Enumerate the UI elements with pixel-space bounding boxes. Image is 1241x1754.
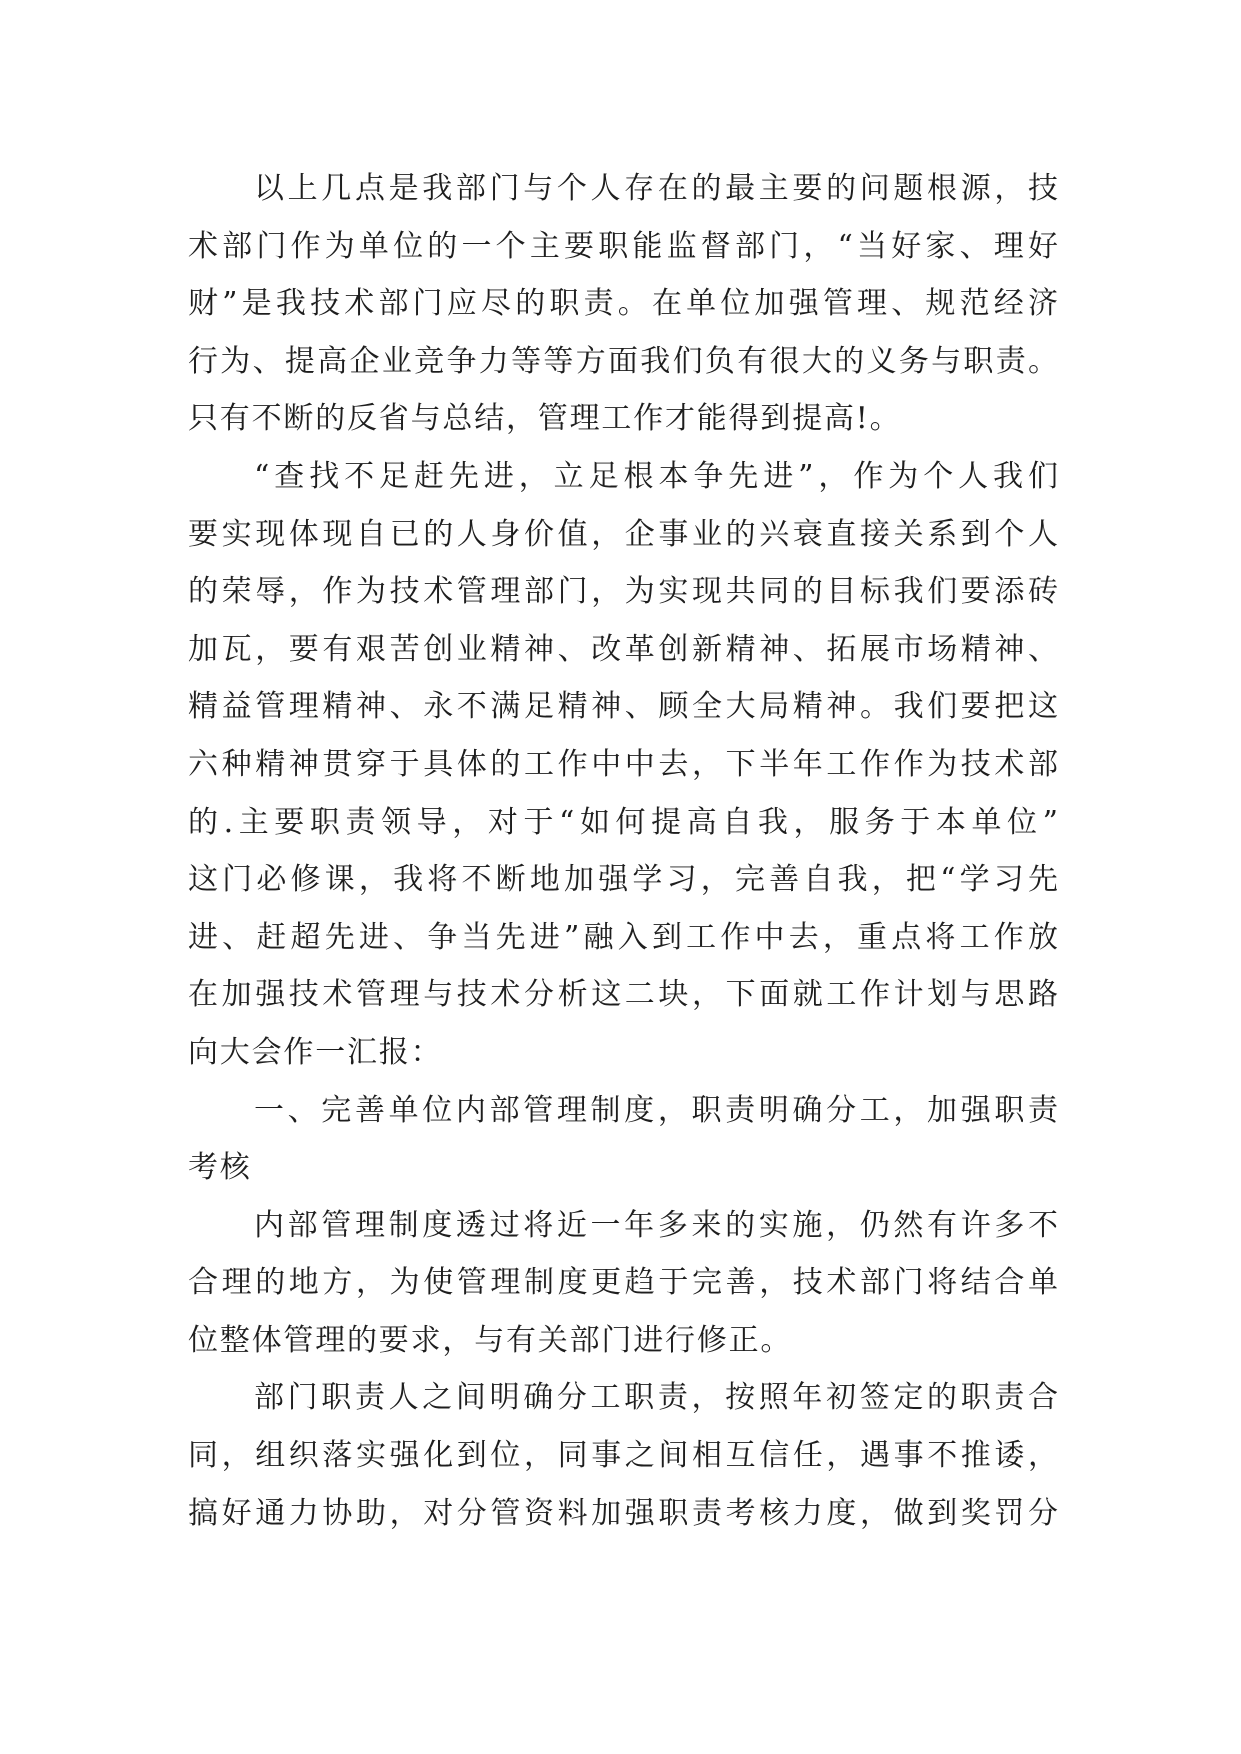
- text-line: 的荣辱，作为技术管理部门，为实现共同的目标我们要添砖: [188, 574, 1058, 610]
- text-line: 精益管理精神、永不满足精神、顾全大局精神。我们要把这: [188, 689, 1058, 725]
- text-line: 同，组织落实强化到位，同事之间相互信任，遇事不推诿，: [188, 1438, 1058, 1474]
- text-line: 进、赶超先进、争当先进”融入到工作中去，重点将工作放: [188, 919, 1058, 955]
- text-line: 加瓦，要有艰苦创业精神、改革创新精神、拓展市场精神、: [188, 631, 1058, 667]
- text-line: 向大会作一汇报：: [188, 1034, 443, 1070]
- text-line: 术部门作为单位的一个主要职能监督部门，“当好家、理好: [188, 228, 1058, 264]
- text-line: 只有不断的反省与总结，管理工作才能得到提高!。: [188, 401, 902, 437]
- text-line: 内部管理制度透过将近一年多来的实施，仍然有许多不: [254, 1207, 1058, 1243]
- text-line: 以上几点是我部门与个人存在的最主要的问题根源，技: [254, 171, 1058, 206]
- section-heading-line: 考核: [188, 1150, 252, 1186]
- text-line: 部门职责人之间明确分工职责，按照年初签定的职责合: [254, 1380, 1058, 1416]
- text-line: 合理的地方，为使管理制度更趋于完善，技术部门将结合单: [188, 1265, 1058, 1301]
- text-line: “查找不足赶先进，立足根本争先进”，作为个人我们: [254, 458, 1058, 494]
- text-line: 这门必修课，我将不断地加强学习，完善自我，把“学习先: [188, 862, 1058, 898]
- text-line: 财”是我技术部门应尽的职责。在单位加强管理、规范经济: [188, 286, 1058, 322]
- section-heading-line: 一、完善单位内部管理制度，职责明确分工，加强职责: [254, 1092, 1058, 1128]
- text-line: 在加强技术管理与技术分析这二块，下面就工作计划与思路: [188, 977, 1058, 1013]
- text-line: 行为、提高企业竞争力等等方面我们负有很大的义务与职责。: [188, 343, 1058, 379]
- text-line: 要实现体现自已的人身价值，企事业的兴衰直接关系到个人: [188, 516, 1058, 552]
- text-line: 六种精神贯穿于具体的工作中中去，下半年工作作为技术部: [188, 746, 1058, 782]
- text-line: 的.主要职责领导，对于“如何提高自我，服务于本单位”: [188, 804, 1058, 840]
- text-line: 搞好通力协助，对分管资料加强职责考核力度，做到奖罚分: [188, 1495, 1058, 1531]
- text-line: 位整体管理的要求，与有关部门进行修正。: [188, 1322, 793, 1358]
- document-body: [188, 160, 1058, 1542]
